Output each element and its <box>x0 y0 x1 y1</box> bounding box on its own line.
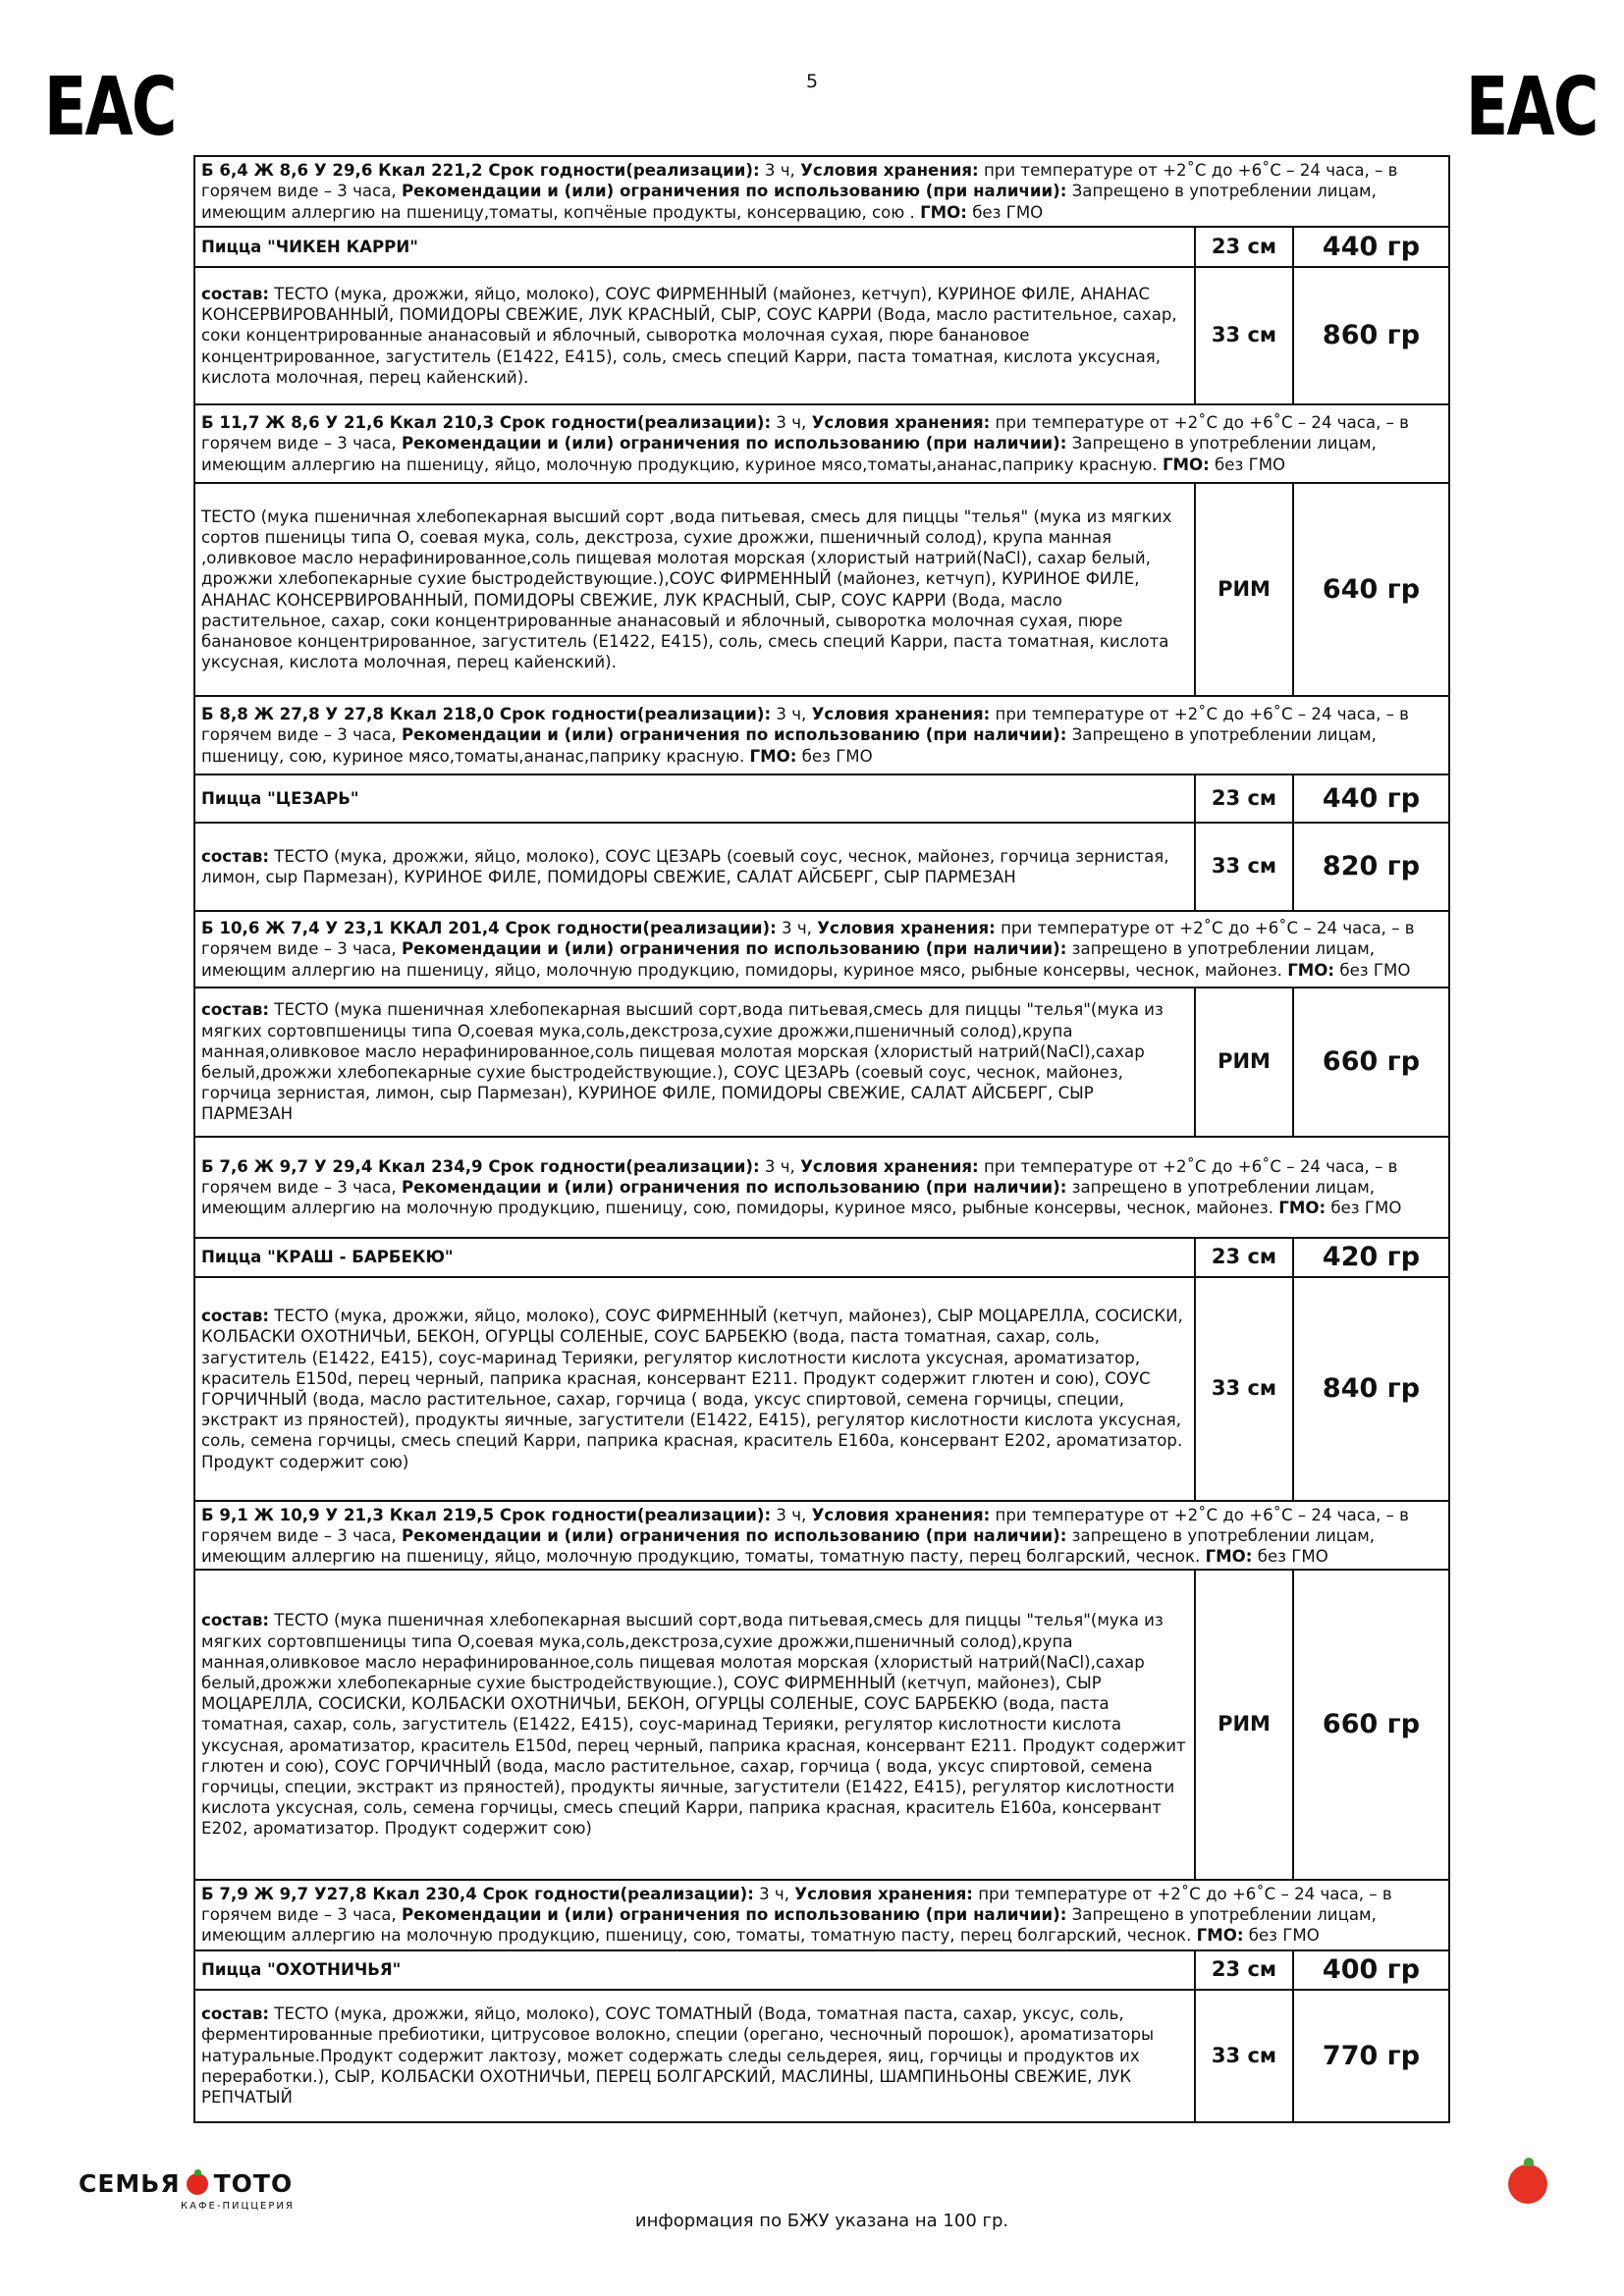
composition: состав: ТЕСТО (мука пшеничная хлебопекарная высший сорт,вода питьевая,смесь для пиццы "телья"(мука из мягких сортовпшеницы типа O,соевая мука,соль,декстроза,сухие дрожжи,пшеничный солод),крупа манная,оливковое масло нерафинированное,соль пищевая молотая морская (хлористый натрий(NaCl),сахар белый,дрожжи хлебопекарные сухие быстродействующие.), СОУС ФИРМЕННЫЙ (кетчуп, майонез), СЫР МОЦАРЕЛЛА, СОСИСКИ, КОЛБАСКИ ОХОТНИЧЬИ, БЕКОН, ОГУРЦЫ СОЛЕНЫЕ, СОУС БАРБЕКЮ (вода, паста томатная, сахар, соль, загуститель (E1422, E415), соус-маринад Терияки, регулятор кислотности кислота уксусная, ароматизатор, краситель E150d, перец черный, паприка красная, консервант E211. Продукт содержит глютен и сою), СОУС ГОРЧИЧНЫЙ (вода, масло растительное, сахар, горчица ( вода, уксус спиртовой, семена горчицы, специи, экстракт из пряностей), продукты яичные, загустители (E1422, E415), регулятор кислотности кислота уксусная, соль, семена горчицы, смесь специй Карри, паприка красная, краситель E160a, консервант E202, ароматизатор. Продукт содержит сою) <box>194 1570 1195 1880</box>
menu-row-title <box>194 1238 1449 1277</box>
menu-table <box>193 155 1450 2123</box>
menu-row-comp <box>194 483 1449 696</box>
pizza-size: 33 см <box>1195 1990 1293 2122</box>
tomato-icon <box>187 2173 208 2195</box>
pizza-size: РИМ <box>1195 483 1293 696</box>
composition: состав: ТЕСТО (мука пшеничная хлебопекарная высший сорт,вода питьевая,смесь для пиццы "телья"(мука из мягких сортовпшеницы типа O,соевая мука,соль,декстроза,сухие дрожжи,пшеничный солод),крупа манная,оливковое масло нерафинированное,соль пищевая молотая морская (хлористый натрий(NaCl),сахар белый,дрожжи хлебопекарные сухие быстродействующие.), СОУС ЦЕЗАРЬ (соевый соус, чеснок, майонез, горчица зернистая, лимон, сыр Пармезан), КУРИНОЕ ФИЛЕ, ПОМИДОРЫ СВЕЖИЕ, САЛАТ АЙСБЕРГ, СЫР ПАРМЕЗАН <box>194 988 1195 1137</box>
nutrition-info: Б 7,9 Ж 9,7 У27,8 Ккал 230,4 Срок годности(реализации): 3 ч, Условия хранения: при температуре от +2˚С до +6˚С – 24 часа, – в горячем виде – 3 часа, Рекомендации и (или) ограничения по использованию (при наличии): Запрещено в употреблении лицам, имеющим аллергию на молочную продукцию, пшеницу, сою, томаты, томатную пасту, перец болгарский, чеснок. ГМО: без ГМО <box>194 1880 1449 1950</box>
nutrition-info: Б 11,7 Ж 8,6 У 21,6 Ккал 210,3 Срок годности(реализации): 3 ч, Условия хранения: при температуре от +2˚С до +6˚С – 24 часа, – в горячем виде – 3 часа, Рекомендации и (или) ограничения по использованию (при наличии): Запрещено в употреблении лицам, имеющим аллергию на пшеницу, яйцо, молочную продукцию, куриное мясо,томаты,ананас,паприку красную. ГМО: без ГМО <box>194 404 1449 483</box>
pizza-weight: 640 гр <box>1293 483 1449 696</box>
menu-row-comp <box>194 1990 1449 2122</box>
pizza-size: 23 см <box>1195 774 1293 823</box>
menu-row-comp <box>194 1570 1449 1880</box>
menu-row-nutri <box>194 404 1449 483</box>
composition: состав: ТЕСТО (мука, дрожжи, яйцо, молоко), СОУС ТОМАТНЫЙ (Вода, томатная паста, сахар, уксус, соль, ферментированные пребиотики, цитрусовое волокно, специи (орегано, чесночный порошок), ароматизаторы натуральные.Продукт содержит лактозу, может содержать следы сельдерея, яиц, горчицы и продуктов их переработки.), СЫР, КОЛБАСКИ ОХОТНИЧЬИ, ПЕРЕЦ БОЛГАРСКИЙ, МАСЛИНЫ, ШАМПИНЬОНЫ СВЕЖИЕ, ЛУК РЕПЧАТЫЙ <box>194 1990 1195 2122</box>
composition: состав: ТЕСТО (мука, дрожжи, яйцо, молоко), СОУС ФИРМЕННЫЙ (майонез, кетчуп), КУРИНОЕ ФИЛЕ, АНАНАС КОНСЕРВИРОВАННЫЙ, ПОМИДОРЫ СВЕЖИЕ, ЛУК КРАСНЫЙ, СЫР, СОУС КАРРИ (Вода, масло растительное, сахар, соки концентрированные ананасовый и яблочный, сыворотка молочная сухая, пюре банановое концентрированное, загуститель (E1422, E415), соль, смесь специй Карри, паста томатная, кислота уксусная, кислота молочная, перец кайенский). <box>194 267 1195 404</box>
pizza-weight: 860 гр <box>1293 267 1449 404</box>
page-number: 5 <box>805 71 819 92</box>
nutrition-info: Б 8,8 Ж 27,8 У 27,8 Ккал 218,0 Срок годности(реализации): 3 ч, Условия хранения: при температуре от +2˚С до +6˚С – 24 часа, – в горячем виде – 3 часа, Рекомендации и (или) ограничения по использованию (при наличии): Запрещено в употреблении лицам, пшеницу, сою, куриное мясо,томаты,ананас,паприку красную. ГМО: без ГМО <box>194 696 1449 774</box>
menu-row-nutri <box>194 696 1449 774</box>
pizza-size: 23 см <box>1195 1238 1293 1277</box>
pizza-weight: 400 гр <box>1293 1950 1449 1990</box>
menu-row-nutri <box>194 1137 1449 1238</box>
pizza-title: Пицца "ОХОТНИЧЬЯ" <box>194 1950 1195 1990</box>
pizza-size: 33 см <box>1195 267 1293 404</box>
pizza-size: 23 см <box>1195 1950 1293 1990</box>
menu-row-comp <box>194 1277 1449 1501</box>
eac-certification-mark: ЕАС <box>1466 61 1597 154</box>
tomato-icon <box>1508 2164 1547 2204</box>
pizza-weight: 770 гр <box>1293 1990 1449 2122</box>
menu-row-nutri <box>194 1501 1449 1570</box>
menu-row-title <box>194 227 1449 267</box>
pizza-title: Пицца "ЧИКЕН КАРРИ" <box>194 227 1195 267</box>
composition: состав: ТЕСТО (мука, дрожжи, яйцо, молоко), СОУС ФИРМЕННЫЙ (кетчуп, майонез), СЫР МОЦАРЕЛЛА, СОСИСКИ, КОЛБАСКИ ОХОТНИЧЬИ, БЕКОН, ОГУРЦЫ СОЛЕНЫЕ, СОУС БАРБЕКЮ (вода, паста томатная, сахар, соль, загуститель (E1422, E415), соус-маринад Терияки, регулятор кислотности кислота уксусная, ароматизатор, краситель E150d, перец черный, паприка красная, консервант E211. Продукт содержит глютен и сою), СОУС ГОРЧИЧНЫЙ (вода, масло растительное, сахар, горчица ( вода, уксус спиртовой, семена горчицы, специи, экстракт из пряностей), продукты яичные, загустители (E1422, E415), регулятор кислотности кислота уксусная, соль, семена горчицы, смесь специй Карри, паприка красная, краситель E160a, консервант E202, ароматизатор. Продукт содержит сою) <box>194 1277 1195 1501</box>
pizza-weight: 440 гр <box>1293 227 1449 267</box>
pizza-weight: 840 гр <box>1293 1277 1449 1501</box>
brand-logo: СЕМЬЯ ТОТО КАФЕ-ПИЦЦЕРИЯ <box>79 2169 295 2212</box>
nutrition-info: Б 9,1 Ж 10,9 У 21,3 Ккал 219,5 Срок годности(реализации): 3 ч, Условия хранения: при температуре от +2˚С до +6˚С – 24 часа, – в горячем виде – 3 часа, Рекомендации и (или) ограничения по использованию (при наличии): запрещено в употреблении лицам, имеющим аллергию на пшеницу, яйцо, молочную продукцию, томаты, томатную пасту, перец болгарский, чеснок. ГМО: без ГМО <box>194 1501 1449 1570</box>
menu-row-comp <box>194 823 1449 911</box>
eac-certification-mark: ЕАС <box>44 61 176 154</box>
composition: ТЕСТО (мука пшеничная хлебопекарная высший сорт ,вода питьевая, смесь для пиццы "телья" (мука из мягких сортов пшеницы типа O, соевая мука, соль, декстроза, сухие дрожжи, пшеничный солод), крупа манная ,оливковое масло нерафинированное,соль пищевая молотая морская (хлористый натрий(NaCl), сахар белый, дрожжи хлебопекарные сухие быстродействующие.),СОУС ФИРМЕННЫЙ (майонез, кетчуп), КУРИНОЕ ФИЛЕ, АНАНАС КОНСЕРВИРОВАННЫЙ, ПОМИДОРЫ СВЕЖИЕ, ЛУК КРАСНЫЙ, СЫР, СОУС КАРРИ (Вода, масло растительное, сахар, соки концентрированные ананасовый и яблочный, сыворотка молочная сухая, пюре банановое концентрированное, загуститель (E1422, E415), соль, смесь специй Карри, паста томатная, кислота уксусная, кислота молочная, перец кайенский). <box>194 483 1195 696</box>
pizza-size: 23 см <box>1195 227 1293 267</box>
menu-row-nutri <box>194 911 1449 988</box>
pizza-weight: 820 гр <box>1293 823 1449 911</box>
pizza-weight: 660 гр <box>1293 988 1449 1137</box>
pizza-weight: 440 гр <box>1293 774 1449 823</box>
pizza-title: Пицца "ЦЕЗАРЬ" <box>194 774 1195 823</box>
menu-row-title <box>194 1950 1449 1990</box>
nutrition-info: Б 7,6 Ж 9,7 У 29,4 Ккал 234,9 Срок годности(реализации): 3 ч, Условия хранения: при температуре от +2˚С до +6˚С – 24 часа, – в горячем виде – 3 часа, Рекомендации и (или) ограничения по использованию (при наличии): запрещено в употреблении лицам, имеющим аллергию на молочную продукцию, пшеницу, сою, помидоры, куриное мясо, рыбные консервы, чеснок, майонез. ГМО: без ГМО <box>194 1137 1449 1238</box>
pizza-weight: 420 гр <box>1293 1238 1449 1277</box>
footer-note: информация по БЖУ указана на 100 гр. <box>634 2211 1009 2231</box>
pizza-size: 33 см <box>1195 1277 1293 1501</box>
menu-row-nutri <box>194 156 1449 227</box>
pizza-size: РИМ <box>1195 988 1293 1137</box>
menu-row-comp <box>194 267 1449 404</box>
nutrition-info: Б 10,6 Ж 7,4 У 23,1 ККАЛ 201,4 Срок годности(реализации): 3 ч, Условия хранения: при температуре от +2˚С до +6˚С – 24 часа, – в горячем виде – 3 часа, Рекомендации и (или) ограничения по использованию (при наличии): запрещено в употреблении лицам, имеющим аллергию на пшеницу, яйцо, молочную продукцию, помидоры, куриное мясо, рыбные консервы, чеснок, майонез. ГМО: без ГМО <box>194 911 1449 988</box>
pizza-size: 33 см <box>1195 823 1293 911</box>
menu-row-title <box>194 774 1449 823</box>
pizza-weight: 660 гр <box>1293 1570 1449 1880</box>
pizza-title: Пицца "КРАШ - БАРБЕКЮ" <box>194 1238 1195 1277</box>
nutrition-info: Б 6,4 Ж 8,6 У 29,6 Ккал 221,2 Срок годности(реализации): 3 ч, Условия хранения: при температуре от +2˚С до +6˚С – 24 часа, – в горячем виде – 3 часа, Рекомендации и (или) ограничения по использованию (при наличии): Запрещено в употреблении лицам, имеющим аллергию на пшеницу,томаты, копчёные продукты, консервацию, сою . ГМО: без ГМО <box>194 156 1449 227</box>
menu-row-nutri <box>194 1880 1449 1950</box>
menu-row-comp <box>194 988 1449 1137</box>
pizza-size: РИМ <box>1195 1570 1293 1880</box>
composition: состав: ТЕСТО (мука, дрожжи, яйцо, молоко), СОУС ЦЕЗАРЬ (соевый соус, чеснок, майонез, горчица зернистая, лимон, сыр Пармезан), КУРИНОЕ ФИЛЕ, ПОМИДОРЫ СВЕЖИЕ, САЛАТ АЙСБЕРГ, СЫР ПАРМЕЗАН <box>194 823 1195 911</box>
